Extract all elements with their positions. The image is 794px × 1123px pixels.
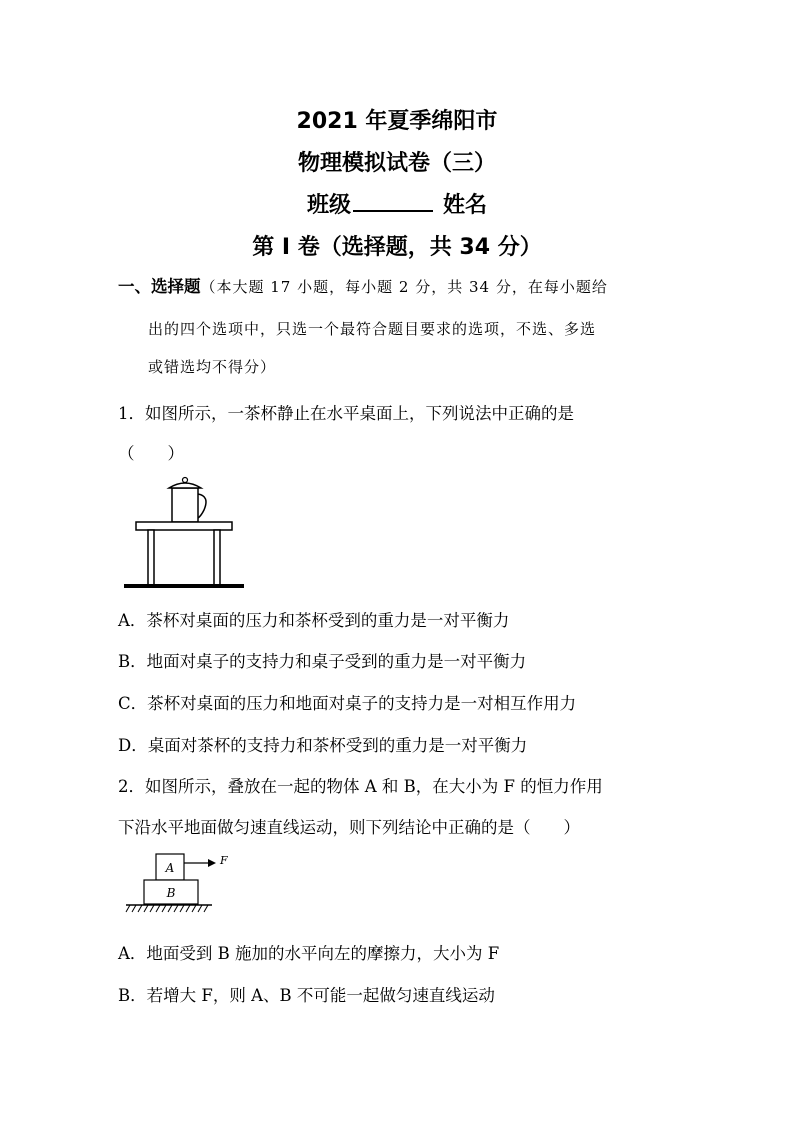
force-f-label: F: [220, 854, 228, 867]
block-a-label: A: [165, 861, 175, 875]
q1-option-c: C．茶杯对桌面的压力和地面对桌子的支持力是一对相互作用力: [118, 694, 577, 713]
section-instruction: （本大题 17 小题，每小题 2 分，共 34 分，在每小题给: [200, 278, 608, 296]
q1-option-d: D．桌面对茶杯的支持力和茶杯受到的重力是一对平衡力: [118, 736, 528, 755]
exam-subtitle: 物理模拟试卷（三）: [297, 151, 496, 176]
q2-stem-2: 下沿水平地面做匀速直线运动，则下列结论中正确的是（ ）: [118, 818, 580, 837]
q1-option-a: A．茶杯对桌面的压力和茶杯受到的重力是一对平衡力: [118, 611, 510, 630]
q1-table-cup-figure: [120, 474, 250, 592]
q2-blocks-figure: [124, 850, 244, 920]
q1-option-b: B．地面对桌子的支持力和桌子受到的重力是一对平衡力: [118, 652, 527, 671]
part-title: 第 I 卷（选择题，共 34 分）: [252, 235, 542, 260]
name-label: 姓名: [443, 193, 488, 218]
section-heading-line: [118, 273, 608, 297]
q1-answer-bracket: （ ）: [118, 444, 184, 463]
q2-option-b: B．若增大 F，则 A、B 不可能一起做匀速直线运动: [118, 986, 495, 1005]
class-label: 班级: [306, 193, 351, 218]
class-blank: [353, 190, 433, 212]
section-instruction-2: 出的四个选项中，只选一个最符合题目要求的选项，不选、多选: [148, 320, 597, 338]
section-instruction-3: 或错选均不得分）: [148, 358, 277, 376]
block-b-label: B: [166, 886, 176, 900]
q2-stem-1: 2．如图所示，叠放在一起的物体 A 和 B，在大小为 F 的恒力作用: [118, 777, 603, 796]
q1-stem: 1．如图所示，一茶杯静止在水平桌面上，下列说法中正确的是: [118, 404, 574, 423]
section-heading: 一、选择题: [118, 277, 201, 296]
student-info-line: [0, 188, 794, 219]
exam-title: 2021 年夏季绵阳市: [296, 109, 498, 134]
q2-option-a: A．地面受到 B 施加的水平向左的摩擦力，大小为 F: [118, 944, 500, 963]
